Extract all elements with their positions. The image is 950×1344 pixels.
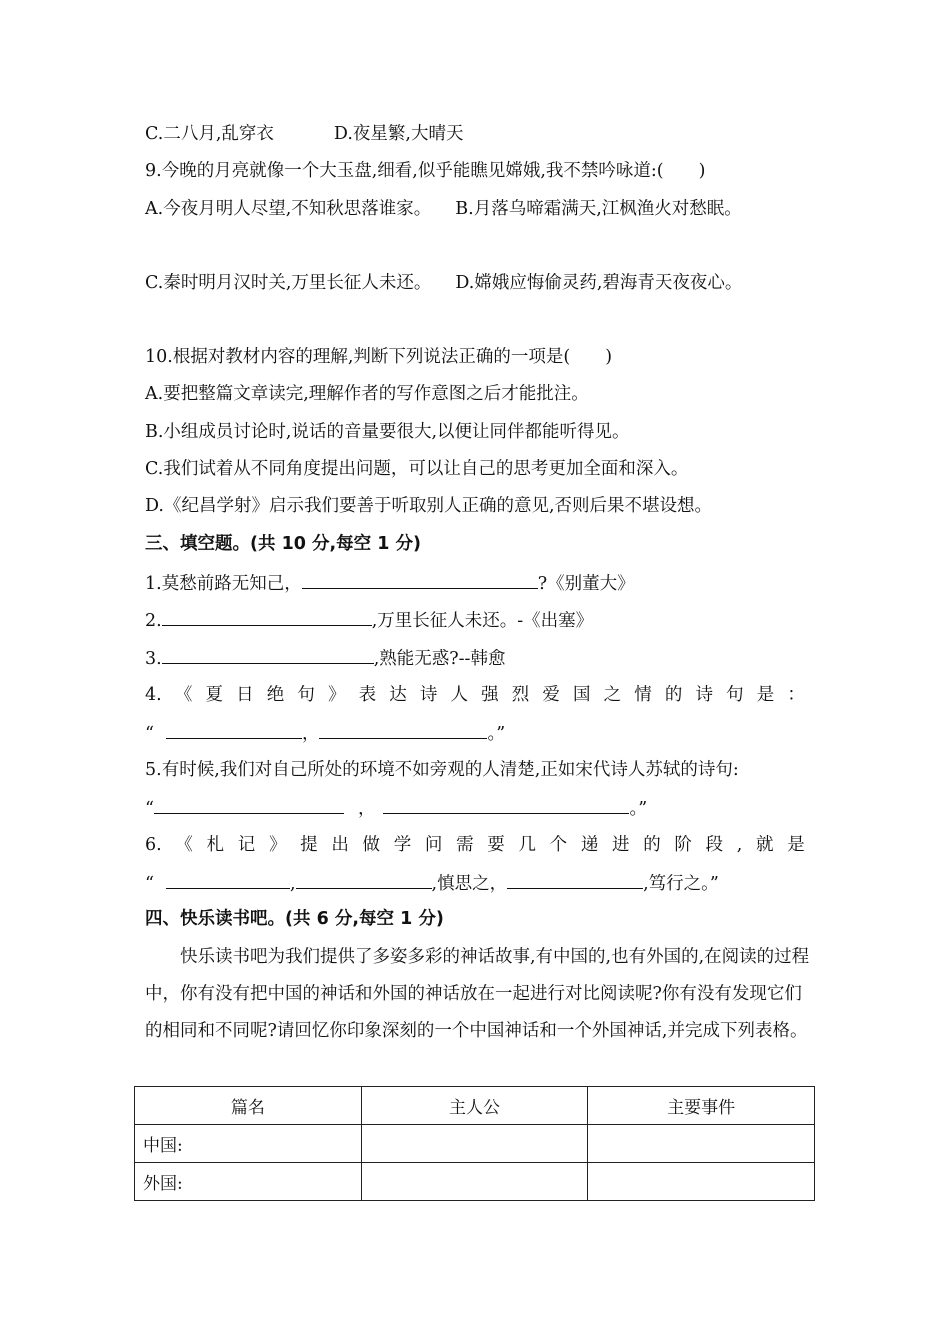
q10-stem: 10.根据对教材内容的理解,判断下列说法正确的一项是( ) <box>145 347 613 367</box>
table-answer-cell[interactable] <box>361 1163 588 1201</box>
fill-item-6-line1: 6. 《 札 记 》 提 出 做 学 问 需 要 几 个 递 进 的 阶 段 , 就 是 <box>145 835 805 855</box>
answer-blank[interactable] <box>162 645 374 664</box>
q8-option-c: C.二八月,乱穿衣 <box>145 124 274 144</box>
table-answer-cell[interactable] <box>361 1125 588 1163</box>
answer-blank[interactable] <box>166 720 302 739</box>
q9-options-cd <box>145 271 742 295</box>
myth-comparison-table <box>134 1086 815 1201</box>
table-row <box>135 1125 815 1163</box>
table-header-row <box>135 1087 815 1125</box>
q10-option-a: A.要把整篇文章读完,理解作者的写作意图之后才能批注。 <box>145 384 589 404</box>
table-header-cell: 篇名 <box>135 1087 362 1125</box>
table-row-label: 外国: <box>135 1163 362 1201</box>
table-header-cell: 主人公 <box>361 1087 588 1125</box>
answer-blank[interactable] <box>383 795 629 814</box>
fill-item-4-line2: “ ， 。” <box>145 720 505 746</box>
section3-title: 三、填空题。(共 10 分,每空 1 分) <box>145 534 422 554</box>
answer-blank[interactable] <box>507 870 643 889</box>
answer-blank[interactable] <box>302 570 538 589</box>
q9-options-ab <box>145 197 742 221</box>
fill-item-4-line1: 4. 《 夏 日 绝 句 》 表 达 诗 人 强 烈 爱 国 之 情 的 诗 句 是 ： <box>145 685 805 705</box>
fill-item-5-line2: “ ， 。” <box>145 795 647 821</box>
table-row <box>135 1163 815 1201</box>
q10-option-c: C.我们试着从不同角度提出问题，可以让自己的思考更加全面和深入。 <box>145 459 689 479</box>
fill-item-6-line2: “ , ,慎思之， ,笃行之。” <box>145 870 719 896</box>
answer-blank[interactable] <box>162 607 372 626</box>
q9-option-c: C.秦时明月汉时关,万里长征人未还。 <box>145 273 432 293</box>
section4-title: 四、快乐读书吧。(共 6 分,每空 1 分) <box>145 909 444 929</box>
q9-option-a: A.今夜月明人尽望,不知秋思落谁家。 <box>145 199 432 219</box>
answer-blank[interactable] <box>296 870 432 889</box>
q9-option-d: D.嫦娥应悔偷灵药,碧海青天夜夜心。 <box>455 273 743 293</box>
q10-option-b: B.小组成员讨论时,说话的音量要很大,以便让同伴都能听得见。 <box>145 422 630 442</box>
fill-item-2: 2. ,万里长征人未还。-《出塞》 <box>145 607 593 633</box>
fill-item-3: 3. ,熟能无惑?--韩愈 <box>145 645 505 671</box>
q8-option-d: D.夜星繁,大晴天 <box>333 124 464 144</box>
table-row-label: 中国: <box>135 1125 362 1163</box>
answer-blank[interactable] <box>166 870 290 889</box>
fill-item-1: 1.莫愁前路无知己， ?《别董大》 <box>145 570 635 596</box>
section4-paragraph: 快乐读书吧为我们提供了多姿多彩的神话故事,有中国的,也有外国的,在阅读的过程中，你有没有把中国的神话和外国的神话放在一起进行对比阅读呢?你有没有发现它们的相同和不同呢?请回忆你印象深刻的一个中国神话和一个外国神话,并完成下列表格。 <box>145 947 810 1041</box>
q10-option-d: D.《纪昌学射》启示我们要善于听取别人正确的意见,否则后果不堪设想。 <box>145 496 713 516</box>
answer-blank[interactable] <box>319 720 487 739</box>
q9-stem: 9.今晚的月亮就像一个大玉盘,细看,似乎能瞧见嫦娥,我不禁吟咏道:( ) <box>145 161 706 181</box>
table-header-cell: 主要事件 <box>588 1087 815 1125</box>
q9-option-b: B.月落乌啼霜满天,江枫渔火对愁眠。 <box>455 199 742 219</box>
fill-item-5-line1: 5.有时候,我们对自己所处的环境不如旁观的人清楚,正如宋代诗人苏轼的诗句: <box>145 760 739 780</box>
table-answer-cell[interactable] <box>588 1125 815 1163</box>
table-answer-cell[interactable] <box>588 1163 815 1201</box>
answer-blank[interactable] <box>154 795 344 814</box>
q8-options-cd <box>145 122 463 146</box>
